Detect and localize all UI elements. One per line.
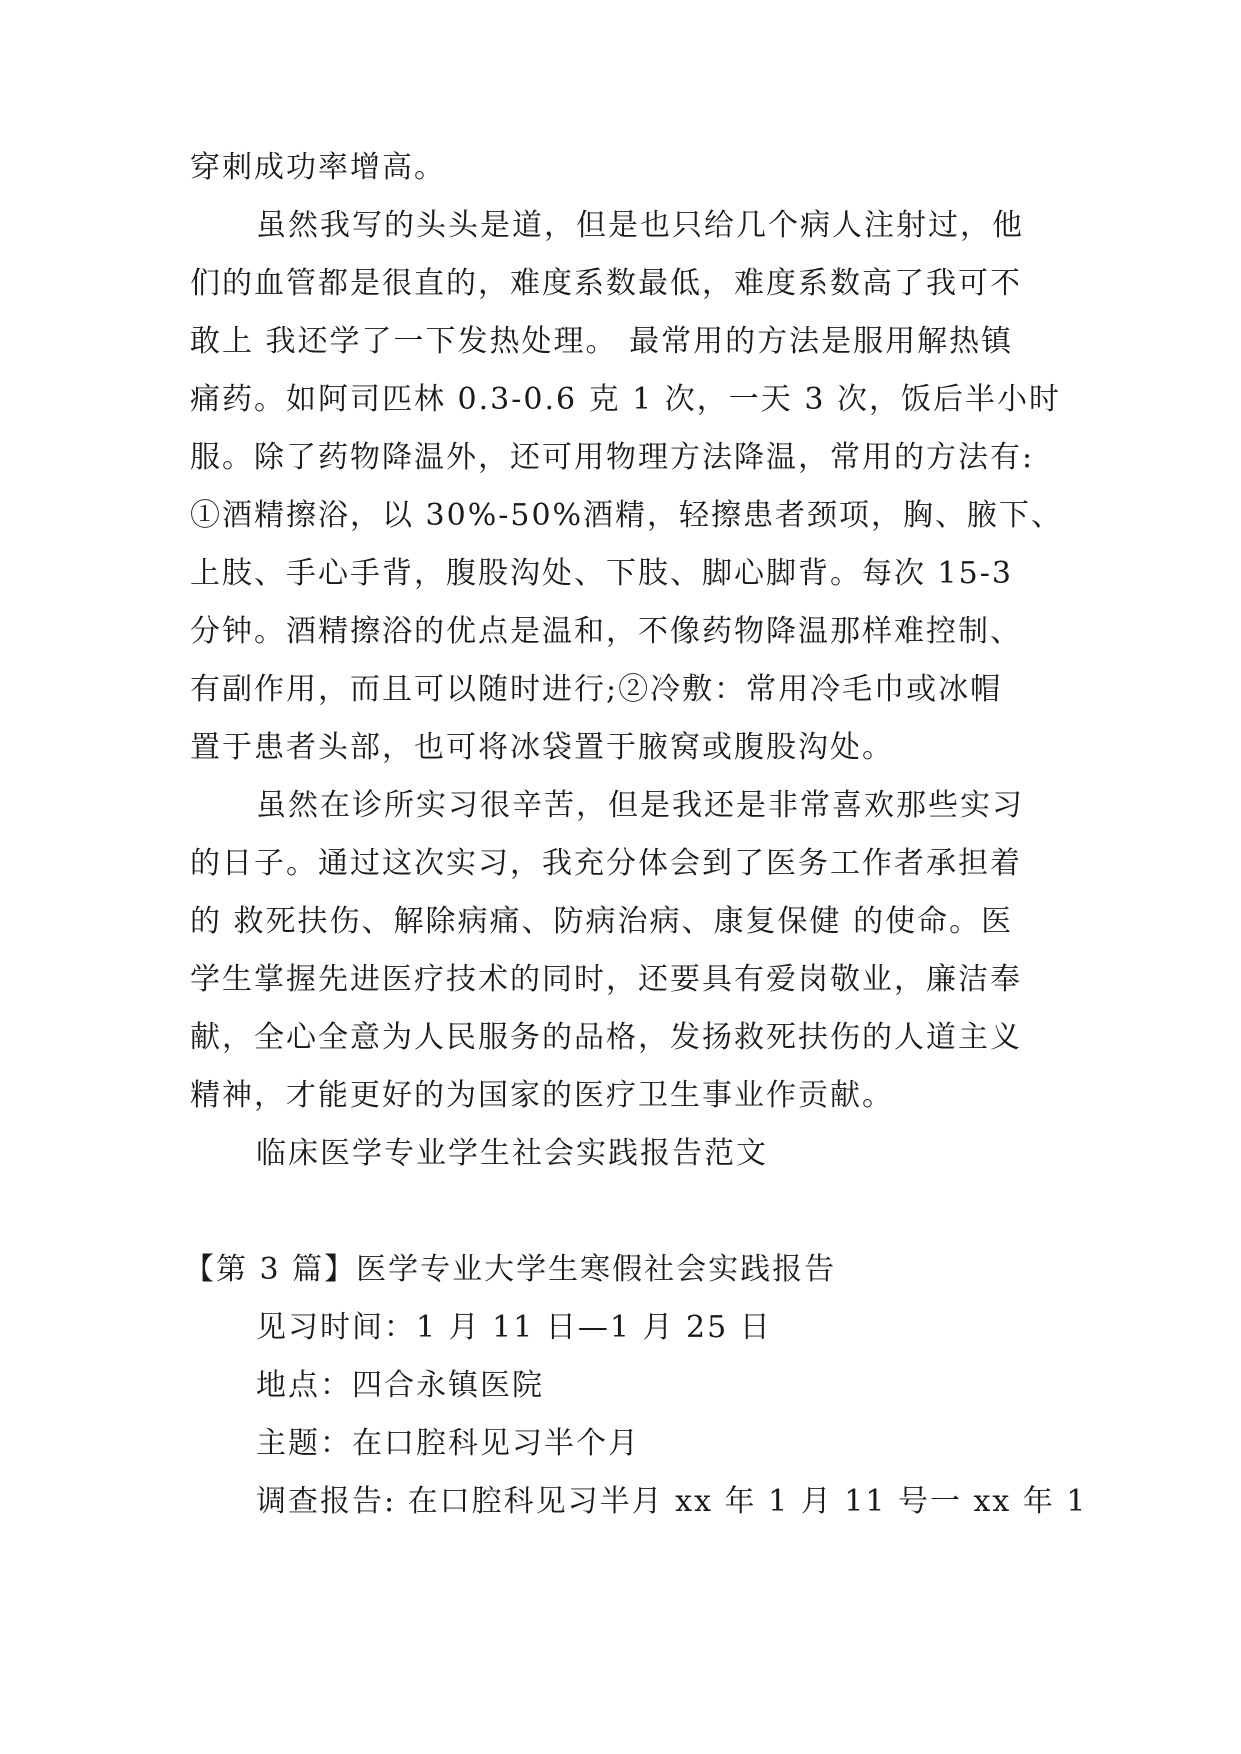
- paragraph-line: 分钟。酒精擦浴的优点是温和，不像药物降温那样难控制、: [190, 614, 1022, 649]
- info-report: 调查报告: 在口腔科见习半月 xx 年 1 月 11 号一 xx 年 1: [256, 1484, 1088, 1519]
- paragraph-line: 敢上 我还学了一下发热处理。 最常用的方法是服用解热镇: [190, 324, 1014, 359]
- paragraph-line: 虽然我写的头头是道，但是也只给几个病人注射过，他: [256, 208, 1024, 243]
- paragraph-line: 虽然在诊所实习很辛苦，但是我还是非常喜欢那些实习: [256, 788, 1024, 823]
- paragraph-line: 服。除了药物降温外，还可用物理方法降温，常用的方法有:: [190, 440, 1035, 475]
- info-time: 见习时间：1 月 11 日—1 月 25 日: [256, 1310, 772, 1345]
- paragraph-line: 献，全心全意为人民服务的品格，发扬救死扶伤的人道主义: [190, 1020, 1022, 1055]
- paragraph-line: 的 救死扶伤、解除病痛、防病治病、康复保健 的使命。医: [190, 904, 1014, 939]
- paragraph-line: 学生掌握先进医疗技术的同时，还要具有爱岗敬业，廉洁奉: [190, 962, 1022, 997]
- section-subtitle: 临床医学专业学生社会实践报告范文: [256, 1136, 768, 1171]
- paragraph-line: 们的血管都是很直的，难度系数最低，难度系数高了我可不: [190, 266, 1022, 301]
- paragraph-line: 有副作用，而且可以随时进行;②冷敷：常用冷毛巾或冰帽: [190, 672, 1003, 707]
- paragraph-line: 的日子。通过这次实习，我充分体会到了医务工作者承担着: [190, 846, 1022, 881]
- paragraph-line: 痛药。如阿司匹林 0.3-0.6 克 1 次，一天 3 次，饭后半小时: [190, 382, 1061, 417]
- paragraph-line: 上肢、手心手背，腹股沟处、下肢、脚心脚背。每次 15-3: [190, 556, 1013, 591]
- info-topic: 主题：在口腔科见习半个月: [256, 1426, 640, 1461]
- paragraph-line: 精神，才能更好的为国家的医疗卫生事业作贡献。: [190, 1078, 894, 1113]
- paragraph-line: 置于患者头部，也可将冰袋置于腋窝或腹股沟处。: [190, 730, 894, 765]
- paragraph-line: ①酒精擦浴，以 30%-50%酒精，轻擦患者颈项，胸、腋下、: [190, 498, 1064, 533]
- paragraph-line: 穿刺成功率增高。: [190, 150, 446, 185]
- section-heading: 【第 3 篇】医学专业大学生寒假社会实践报告: [184, 1252, 837, 1287]
- info-location: 地点：四合永镇医院: [256, 1368, 544, 1403]
